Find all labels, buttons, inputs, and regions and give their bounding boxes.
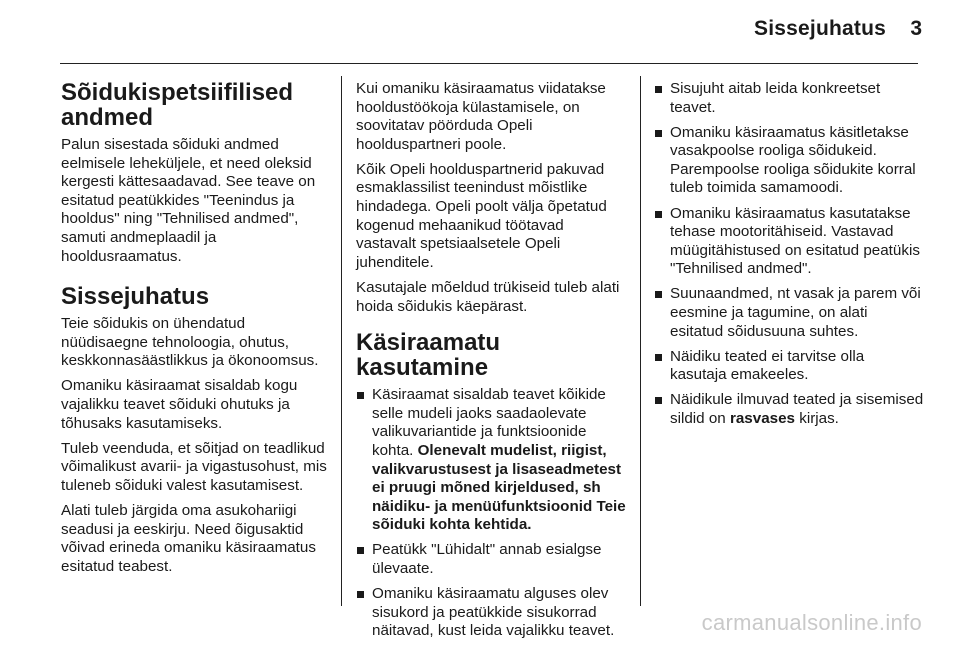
section-title-manual-usage: Käsiraamatu kasutamine [356, 329, 501, 382]
list-item-text: Käsiraamat sisaldab teavet kõikide selle mudeli jaoks saadaolevate valikuvariantide ja funktsioonide kohta. [372, 386, 606, 459]
list-item: Sisujuht aitab leida konkreetset teavet. [654, 80, 924, 117]
paragraph: Kasutajale mõeldud trükiseid tuleb alati hoida sõidukis käepärast. [356, 278, 620, 315]
column-2 [356, 80, 626, 647]
list-item: Suunaandmed, nt vasak ja parem või eesmine ja tagumine, on alati esitatud sõidusuuna suhtes. [654, 285, 924, 341]
list-item-bold-text: rasvases [729, 410, 795, 427]
paragraph: Kui omaniku käsiraamatus viidatakse hooldustöökoja külastamisele, on soovitatav pöörduda Opeli hoolduspartneri poole. [356, 80, 606, 153]
section-title-vehicle-data: Sõidukispetsiifilised andmed [61, 79, 294, 131]
column-3 [654, 80, 924, 435]
header-rule [60, 63, 918, 64]
list-item: Omaniku käsiraamatus käsitletakse vasakpoolse rooliga sõidukeid. Parempoolse rooliga sõidukite korral tuleb toimida samamoodi. [654, 124, 924, 198]
list-item: Peatükk "Lühidalt" annab esialgse ülevaate. [356, 541, 626, 578]
column-divider-2 [640, 76, 641, 606]
bullet-list [654, 80, 924, 429]
list-item: Näidiku teated ei tarvitse olla kasutaja emakeeles. [654, 348, 924, 385]
list-item: Omaniku käsiraamatu alguses olev sisukord ja peatükkide sisukorrad näitavad, kust leida vajalikku teavet. [356, 585, 626, 641]
paragraph: Omaniku käsiraamat sisaldab kogu vajalikku teavet sõiduki ohutuks ja tõhusaks kasutamiseks. [61, 377, 298, 432]
section-title-introduction: Sissejuhatus [61, 283, 210, 311]
paragraph: Alati tuleb järgida oma asukohariigi seadusi ja eeskirju. Need õigusaktid võivad erineda omaniku käsiraamatus esitatud teabest. [61, 502, 316, 575]
list-item-bold-text: Olenevalt mudelist, riigist, valikvarustusest ja lisaseadmetest ei pruugi mõned kirjeldused, sh näidiku- ja menüüfunktsioonid Teie sõiduki kohta kehtida. [372, 441, 626, 534]
paragraph: Palun sisestada sõiduki andmed eelmisele leheküljele, et need oleksid kergesti kättesaadavad. See teave on esitatud peatükkides "Teenindus ja hooldus" ning "Tehnilised andmed", samuti andmeplaadil ja hooldusraamatus. [61, 136, 316, 265]
watermark: carmanualsonline.info [701, 610, 922, 635]
column-1 [61, 80, 327, 583]
list-item-text: kirjas. [795, 410, 839, 427]
list-item-text: Näidikule ilmuvad teated ja sisemised sildid on [670, 391, 924, 427]
paragraph: Kõik Opeli hoolduspartnerid pakuvad esmaklassilist teenindust mõistlike hindadega. Opeli poolt välja õpetatud kogenud mehaanikud töötavad vastavalt spetsiaalsetele Opeli juhenditele. [356, 160, 607, 271]
list-item [356, 386, 626, 535]
paragraph: Teie sõidukis on ühendatud nüüdisaegne tehnoloogia, ohutus, keskkonnasäästlikkus ja ökonoomsus. [61, 315, 319, 370]
list-item [654, 391, 924, 428]
page-number: 3 [910, 17, 922, 40]
paragraph: Tuleb veenduda, et sõitjad on teadlikud võimalikust avarii- ja vigastusohust, mis tuleneb sõiduki valest kasutamisest. [61, 439, 327, 494]
list-item: Omaniku käsiraamatus kasutatakse tehase mootoritähiseid. Vastavad müügitähistused on esitatud peatükis "Tehnilised andmed". [654, 205, 924, 279]
bullet-list [356, 386, 626, 641]
column-divider-1 [341, 76, 342, 606]
page-header-title: Sissejuhatus [754, 17, 886, 40]
